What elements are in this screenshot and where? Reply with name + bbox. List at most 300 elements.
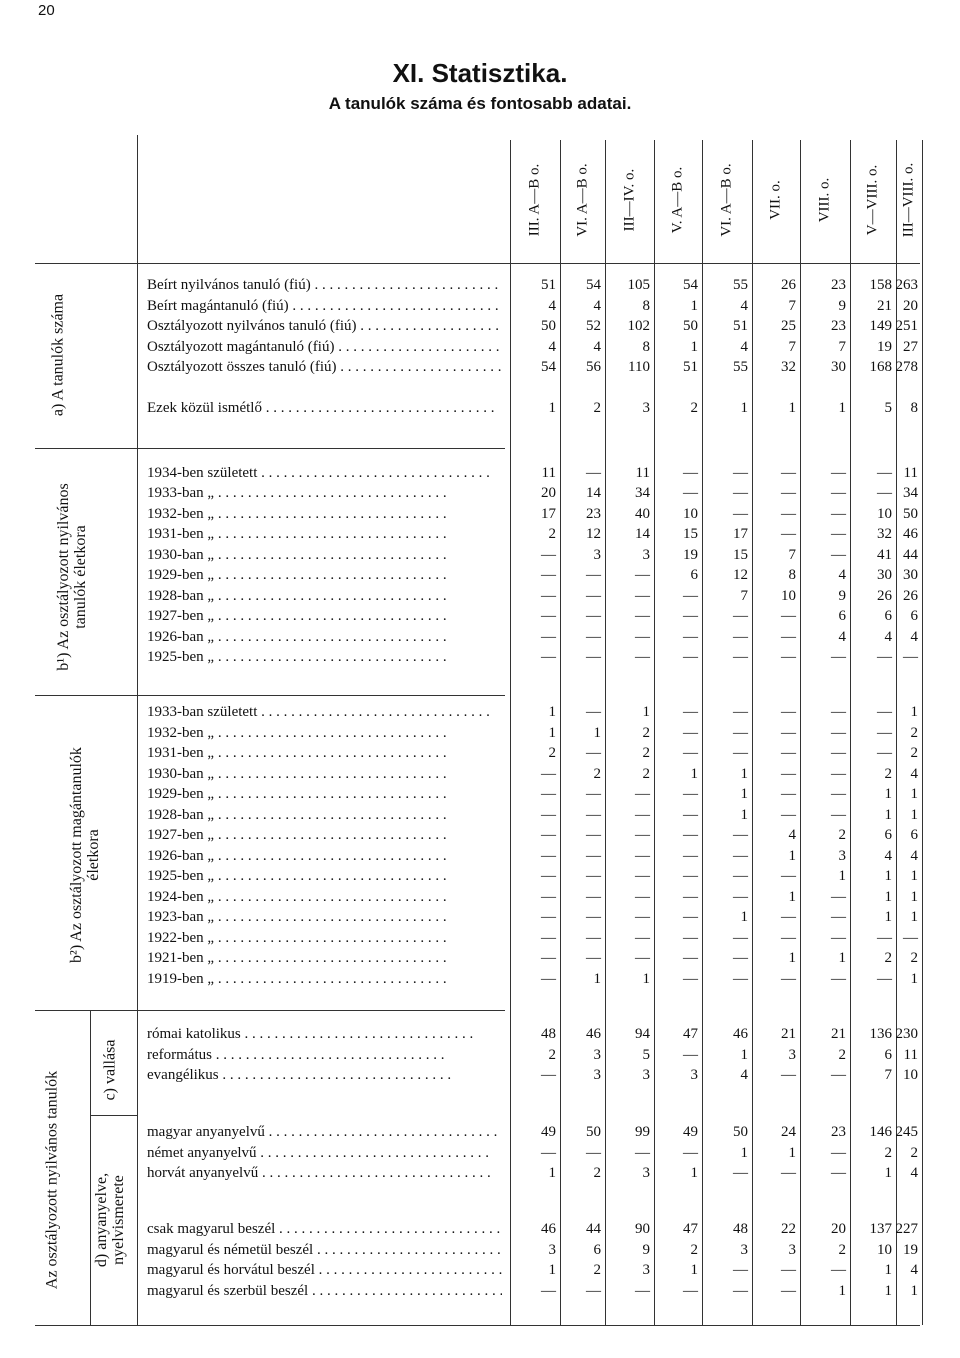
table-cell: 34 bbox=[903, 484, 918, 501]
table-cell: — bbox=[877, 464, 892, 481]
table-cell: 2 bbox=[642, 765, 650, 782]
table-cell: 32 bbox=[877, 525, 892, 542]
table-cell: 4 bbox=[593, 297, 601, 314]
table-cell: 7 bbox=[788, 338, 796, 355]
column-header-7: V—VIII. o. bbox=[864, 164, 881, 236]
table-cell: 1 bbox=[788, 847, 796, 864]
table-cell: 5 bbox=[884, 399, 892, 416]
table-cell: — bbox=[586, 949, 601, 966]
header-bottom-rule bbox=[35, 263, 920, 264]
table-cell: — bbox=[683, 1046, 698, 1063]
table-cell: 23 bbox=[831, 1123, 846, 1140]
column-header-6: VIII. o. bbox=[816, 177, 833, 223]
table-cell: — bbox=[781, 867, 796, 884]
table-cell: 230 bbox=[895, 1025, 918, 1042]
table-cell: — bbox=[635, 566, 650, 583]
table-cell: — bbox=[831, 464, 846, 481]
table-cell: 1 bbox=[910, 703, 918, 720]
table-cell: 3 bbox=[642, 1164, 650, 1181]
table-cell: 46 bbox=[586, 1025, 601, 1042]
row-label: 1930-ban „ . . . bbox=[147, 764, 502, 785]
table-cell: 17 bbox=[733, 525, 748, 542]
table-cell: 4 bbox=[884, 847, 892, 864]
table-cell: 1 bbox=[838, 949, 846, 966]
table-cell: — bbox=[541, 765, 556, 782]
section-outer-label: Az osztályozott nyilvános tanulók bbox=[43, 1070, 61, 1290]
table-cell: 1 bbox=[884, 888, 892, 905]
row-label: 1926-ban „ . . . bbox=[147, 627, 502, 648]
row-label: Osztályozott összes tanuló (fiú) . . . bbox=[147, 357, 502, 378]
table-cell: 11 bbox=[541, 464, 556, 481]
table-cell: 4 bbox=[838, 566, 846, 583]
table-cell: — bbox=[877, 970, 892, 987]
table-cell: — bbox=[683, 587, 698, 604]
table-cell: 1 bbox=[838, 867, 846, 884]
table-cell: 9 bbox=[642, 1241, 650, 1258]
table-cell: 34 bbox=[635, 484, 650, 501]
table-cell: 2 bbox=[910, 1144, 918, 1161]
table-cell: 11 bbox=[635, 464, 650, 481]
table-cell: — bbox=[781, 484, 796, 501]
row-label: római katolikus . . . bbox=[147, 1024, 502, 1045]
table-cell: — bbox=[541, 929, 556, 946]
section-c-label: c) vallása bbox=[101, 1039, 119, 1101]
table-cell: — bbox=[781, 648, 796, 665]
table-cell: 2 bbox=[548, 1046, 556, 1063]
table-cell: 2 bbox=[593, 1261, 601, 1278]
table-cell: — bbox=[683, 1144, 698, 1161]
section-a-divider bbox=[35, 448, 505, 449]
table-cell: — bbox=[635, 587, 650, 604]
row-label: 1928-ban „ . . . bbox=[147, 586, 502, 607]
table-cell: 2 bbox=[642, 724, 650, 741]
row-label: 1932-ben „ . . . bbox=[147, 504, 502, 525]
page-subtitle: A tanulók száma és fontosabb adatai. bbox=[328, 94, 632, 113]
table-cell: 102 bbox=[627, 317, 650, 334]
table-cell: — bbox=[781, 525, 796, 542]
table-cell: 10 bbox=[903, 1066, 918, 1083]
table-cell: — bbox=[733, 826, 748, 843]
column-header-3: V. A—B o. bbox=[669, 166, 686, 234]
table-cell: 50 bbox=[541, 317, 556, 334]
table-cell: 3 bbox=[740, 1241, 748, 1258]
table-cell: 12 bbox=[733, 566, 748, 583]
table-cell: — bbox=[586, 888, 601, 905]
table-cell: 1 bbox=[884, 1261, 892, 1278]
table-cell: — bbox=[541, 628, 556, 645]
table-cell: — bbox=[733, 1164, 748, 1181]
table-cell: 4 bbox=[788, 826, 796, 843]
row-label: 1931-ben „ . . . bbox=[147, 743, 502, 764]
table-cell: — bbox=[733, 744, 748, 761]
table-cell: 52 bbox=[586, 317, 601, 334]
table-cell: — bbox=[586, 867, 601, 884]
table-cell: — bbox=[733, 1282, 748, 1299]
table-cell: 50 bbox=[683, 317, 698, 334]
table-cell: 2 bbox=[593, 1164, 601, 1181]
row-label: Osztályozott nyilvános tanuló (fiú) . . . bbox=[147, 316, 502, 337]
table-cell: — bbox=[903, 648, 918, 665]
table-cell: 7 bbox=[788, 297, 796, 314]
table-cell: 1 bbox=[910, 888, 918, 905]
table-cell: — bbox=[683, 867, 698, 884]
row-label: 1933-ban „ . . . bbox=[147, 483, 502, 504]
table-cell: 1 bbox=[884, 1164, 892, 1181]
row-label: 1921-ben „ . . . bbox=[147, 948, 502, 969]
table-cell: — bbox=[683, 744, 698, 761]
table-cell: 7 bbox=[788, 546, 796, 563]
table-cell: 4 bbox=[910, 765, 918, 782]
table-cell: — bbox=[831, 765, 846, 782]
table-cell: 227 bbox=[895, 1220, 918, 1237]
table-cell: — bbox=[877, 703, 892, 720]
table-cell: — bbox=[586, 908, 601, 925]
table-cell: 146 bbox=[869, 1123, 892, 1140]
table-cell: 2 bbox=[593, 399, 601, 416]
table-cell: — bbox=[781, 765, 796, 782]
table-cell: 47 bbox=[683, 1220, 698, 1237]
table-cell: 15 bbox=[733, 546, 748, 563]
table-cell: 2 bbox=[593, 765, 601, 782]
table-cell: — bbox=[831, 806, 846, 823]
table-cell: 6 bbox=[884, 607, 892, 624]
table-cell: — bbox=[683, 724, 698, 741]
table-cell: — bbox=[683, 888, 698, 905]
religion-language-divider bbox=[90, 1115, 137, 1116]
table-cell: 3 bbox=[548, 1241, 556, 1258]
table-cell: 4 bbox=[884, 628, 892, 645]
table-cell: — bbox=[831, 484, 846, 501]
table-cell: 23 bbox=[831, 276, 846, 293]
table-cell: 6 bbox=[593, 1241, 601, 1258]
section-a-label: a) A tanulók száma bbox=[49, 293, 67, 417]
table-cell: 94 bbox=[635, 1025, 650, 1042]
table-cell: 32 bbox=[781, 358, 796, 375]
table-cell: — bbox=[635, 949, 650, 966]
table-cell: — bbox=[541, 648, 556, 665]
table-cell: — bbox=[635, 1144, 650, 1161]
row-label: 1925-ben „ . . . bbox=[147, 866, 502, 887]
table-cell: — bbox=[733, 607, 748, 624]
table-cell: — bbox=[586, 648, 601, 665]
table-cell: — bbox=[733, 703, 748, 720]
table-cell: 1 bbox=[788, 888, 796, 905]
table-cell: — bbox=[733, 867, 748, 884]
table-cell: 48 bbox=[541, 1025, 556, 1042]
row-label: 1934-ben született . . . bbox=[147, 463, 502, 484]
table-cell: 44 bbox=[586, 1220, 601, 1237]
table-cell: 50 bbox=[733, 1123, 748, 1140]
table-cell: 2 bbox=[690, 1241, 698, 1258]
table-cell: 49 bbox=[541, 1123, 556, 1140]
table-cell: 1 bbox=[740, 765, 748, 782]
table-cell: 245 bbox=[895, 1123, 918, 1140]
table-cell: 30 bbox=[831, 358, 846, 375]
table-cell: — bbox=[541, 970, 556, 987]
column-header-0: III. A—B o. bbox=[526, 163, 543, 237]
table-cell: 1 bbox=[593, 724, 601, 741]
table-cell: — bbox=[635, 785, 650, 802]
table-cell: 3 bbox=[838, 847, 846, 864]
table-cell: — bbox=[733, 505, 748, 522]
table-bottom-rule bbox=[35, 1325, 920, 1326]
table-cell: — bbox=[781, 1282, 796, 1299]
table-cell: 1 bbox=[884, 908, 892, 925]
table-cell: 3 bbox=[593, 1046, 601, 1063]
table-cell: — bbox=[635, 929, 650, 946]
table-cell: — bbox=[781, 908, 796, 925]
table-cell: 25 bbox=[781, 317, 796, 334]
table-cell: — bbox=[683, 908, 698, 925]
table-cell: 1 bbox=[548, 1261, 556, 1278]
table-cell: 51 bbox=[733, 317, 748, 334]
table-cell: — bbox=[541, 566, 556, 583]
table-cell: — bbox=[877, 484, 892, 501]
table-cell: 1 bbox=[740, 1046, 748, 1063]
table-cell: 6 bbox=[838, 607, 846, 624]
table-cell: 51 bbox=[541, 276, 556, 293]
table-cell: — bbox=[635, 607, 650, 624]
table-cell: 1 bbox=[548, 703, 556, 720]
table-cell: 2 bbox=[884, 765, 892, 782]
table-cell: — bbox=[541, 1066, 556, 1083]
table-cell: — bbox=[831, 1164, 846, 1181]
table-cell: — bbox=[831, 908, 846, 925]
row-label: 1929-ben „ . . . bbox=[147, 784, 502, 805]
table-cell: 56 bbox=[586, 358, 601, 375]
section-b2-divider bbox=[35, 1010, 505, 1011]
table-cell: — bbox=[831, 505, 846, 522]
table-cell: — bbox=[635, 628, 650, 645]
table-cell: — bbox=[586, 703, 601, 720]
table-cell: 4 bbox=[838, 628, 846, 645]
table-cell: 54 bbox=[586, 276, 601, 293]
table-cell: — bbox=[683, 785, 698, 802]
table-cell: 4 bbox=[740, 297, 748, 314]
table-cell: 44 bbox=[903, 546, 918, 563]
table-cell: 17 bbox=[541, 505, 556, 522]
table-cell: 19 bbox=[903, 1241, 918, 1258]
table-cell: 1 bbox=[884, 867, 892, 884]
table-cell: 8 bbox=[642, 338, 650, 355]
row-label: 1924-ben „ . . . bbox=[147, 887, 502, 908]
table-cell: 8 bbox=[910, 399, 918, 416]
table-cell: — bbox=[781, 785, 796, 802]
table-cell: — bbox=[781, 724, 796, 741]
row-label: 1919-ben „ . . . bbox=[147, 969, 502, 990]
table-cell: 11 bbox=[903, 464, 918, 481]
table-cell: — bbox=[877, 724, 892, 741]
table-cell: — bbox=[831, 785, 846, 802]
section-d-label: d) anyanyelve, nyelvismerete bbox=[93, 1172, 127, 1268]
table-cell: 40 bbox=[635, 505, 650, 522]
table-cell: 54 bbox=[541, 358, 556, 375]
table-cell: 1 bbox=[910, 970, 918, 987]
table-cell: — bbox=[635, 908, 650, 925]
table-cell: 3 bbox=[642, 1261, 650, 1278]
table-cell: — bbox=[541, 546, 556, 563]
table-cell: 1 bbox=[910, 867, 918, 884]
table-cell: — bbox=[781, 806, 796, 823]
table-cell: 49 bbox=[683, 1123, 698, 1140]
table-cell: 4 bbox=[740, 338, 748, 355]
row-label: 1932-ben „ . . . bbox=[147, 723, 502, 744]
table-cell: 4 bbox=[910, 628, 918, 645]
table-cell: 3 bbox=[593, 1066, 601, 1083]
table-cell: 10 bbox=[683, 505, 698, 522]
table-cell: — bbox=[831, 525, 846, 542]
table-cell: 11 bbox=[903, 1046, 918, 1063]
table-cell: — bbox=[781, 505, 796, 522]
table-cell: 4 bbox=[910, 1261, 918, 1278]
table-cell: — bbox=[683, 847, 698, 864]
table-cell: 41 bbox=[877, 546, 892, 563]
table-cell: 1 bbox=[884, 806, 892, 823]
table-cell: 1 bbox=[884, 1282, 892, 1299]
table-cell: 3 bbox=[788, 1241, 796, 1258]
table-cell: 1 bbox=[910, 1282, 918, 1299]
table-cell: 20 bbox=[903, 297, 918, 314]
table-cell: — bbox=[586, 607, 601, 624]
table-cell: 2 bbox=[690, 399, 698, 416]
table-cell: 8 bbox=[642, 297, 650, 314]
table-cell: 9 bbox=[838, 587, 846, 604]
row-label: evangélikus . . . bbox=[147, 1065, 502, 1086]
table-cell: — bbox=[586, 785, 601, 802]
table-cell: 30 bbox=[903, 566, 918, 583]
table-cell: 20 bbox=[541, 484, 556, 501]
table-cell: 2 bbox=[838, 1241, 846, 1258]
table-cell: 1 bbox=[740, 1144, 748, 1161]
row-label: 1927-ben „ . . . bbox=[147, 606, 502, 627]
row-label: Beírt nyilvános tanuló (fiú) . . . bbox=[147, 275, 502, 296]
table-cell: 2 bbox=[884, 1144, 892, 1161]
table-cell: — bbox=[781, 1066, 796, 1083]
table-cell: — bbox=[683, 806, 698, 823]
row-label: 1931-ben „ . . . bbox=[147, 524, 502, 545]
table-cell: 1 bbox=[642, 970, 650, 987]
table-cell: 50 bbox=[586, 1123, 601, 1140]
table-cell: 7 bbox=[838, 338, 846, 355]
table-cell: — bbox=[683, 929, 698, 946]
table-cell: 2 bbox=[642, 744, 650, 761]
table-cell: 278 bbox=[895, 358, 918, 375]
row-label: 1930-ban „ . . . bbox=[147, 545, 502, 566]
table-cell: 20 bbox=[831, 1220, 846, 1237]
table-cell: 55 bbox=[733, 358, 748, 375]
table-cell: 6 bbox=[884, 1046, 892, 1063]
table-cell: — bbox=[877, 648, 892, 665]
table-cell: 51 bbox=[683, 358, 698, 375]
table-cell: 26 bbox=[877, 587, 892, 604]
table-cell: 6 bbox=[910, 607, 918, 624]
table-cell: — bbox=[683, 1282, 698, 1299]
table-cell: — bbox=[541, 1144, 556, 1161]
table-cell: 26 bbox=[903, 587, 918, 604]
row-label: német anyanyelvű . . . bbox=[147, 1143, 502, 1164]
table-cell: 3 bbox=[690, 1066, 698, 1083]
page-title: XI. Statisztika. bbox=[392, 58, 568, 88]
table-cell: 2 bbox=[548, 744, 556, 761]
table-cell: — bbox=[831, 648, 846, 665]
table-cell: — bbox=[733, 929, 748, 946]
table-cell: 14 bbox=[586, 484, 601, 501]
table-cell: — bbox=[781, 1261, 796, 1278]
table-cell: — bbox=[586, 464, 601, 481]
table-cell: 6 bbox=[910, 826, 918, 843]
row-label: 1923-ban „ . . . bbox=[147, 907, 502, 928]
table-cell: 1 bbox=[690, 297, 698, 314]
table-cell: 5 bbox=[642, 1046, 650, 1063]
section-b1-label: b¹) Az osztályozott nyilvános tanulók életkora bbox=[55, 483, 89, 671]
table-cell: — bbox=[541, 607, 556, 624]
row-label: 1927-ben „ . . . bbox=[147, 825, 502, 846]
table-cell: — bbox=[733, 464, 748, 481]
table-cell: 1 bbox=[788, 949, 796, 966]
table-cell: 99 bbox=[635, 1123, 650, 1140]
table-cell: — bbox=[586, 587, 601, 604]
table-cell: — bbox=[683, 607, 698, 624]
table-cell: 50 bbox=[903, 505, 918, 522]
table-cell: 1 bbox=[740, 806, 748, 823]
table-cell: 24 bbox=[781, 1123, 796, 1140]
table-cell: — bbox=[781, 703, 796, 720]
table-cell: 10 bbox=[877, 505, 892, 522]
table-cell: 4 bbox=[548, 338, 556, 355]
table-cell: 2 bbox=[910, 724, 918, 741]
table-cell: 26 bbox=[781, 276, 796, 293]
table-cell: 12 bbox=[586, 525, 601, 542]
table-cell: — bbox=[781, 464, 796, 481]
table-cell: — bbox=[541, 847, 556, 864]
row-label: magyar anyanyelvű . . . bbox=[147, 1122, 502, 1143]
table-cell: — bbox=[541, 587, 556, 604]
table-cell: 6 bbox=[884, 826, 892, 843]
table-cell: 251 bbox=[895, 317, 918, 334]
table-cell: 1 bbox=[548, 399, 556, 416]
table-cell: — bbox=[781, 607, 796, 624]
table-cell: — bbox=[733, 847, 748, 864]
table-cell: 1 bbox=[548, 724, 556, 741]
row-label: csak magyarul beszél . . . bbox=[147, 1219, 502, 1240]
table-cell: 2 bbox=[548, 525, 556, 542]
table-cell: 137 bbox=[869, 1220, 892, 1237]
table-cell: 1 bbox=[884, 785, 892, 802]
table-cell: 19 bbox=[683, 546, 698, 563]
table-cell: — bbox=[877, 929, 892, 946]
table-cell: 15 bbox=[683, 525, 698, 542]
table-cell: 1 bbox=[740, 399, 748, 416]
table-cell: — bbox=[586, 826, 601, 843]
table-cell: — bbox=[831, 546, 846, 563]
row-label: 1925-ben „ . . . bbox=[147, 647, 502, 668]
row-label: Beírt magántanuló (fiú) . . . bbox=[147, 296, 502, 317]
table-cell: — bbox=[635, 648, 650, 665]
table-cell: — bbox=[586, 847, 601, 864]
table-cell: — bbox=[831, 744, 846, 761]
table-cell: — bbox=[683, 628, 698, 645]
section-b2-label: b²) Az osztályozott magántanulók életkora bbox=[68, 747, 102, 963]
row-label: Osztályozott magántanuló (fiú) . . . bbox=[147, 337, 502, 358]
table-cell: 9 bbox=[838, 297, 846, 314]
row-label: 1926-ban „ . . . bbox=[147, 846, 502, 867]
table-cell: 3 bbox=[593, 546, 601, 563]
table-cell: — bbox=[683, 464, 698, 481]
table-cell: 1 bbox=[788, 399, 796, 416]
table-cell: — bbox=[903, 929, 918, 946]
table-cell: 1 bbox=[690, 1164, 698, 1181]
column-header-4: VI. A—B o. bbox=[718, 163, 735, 237]
